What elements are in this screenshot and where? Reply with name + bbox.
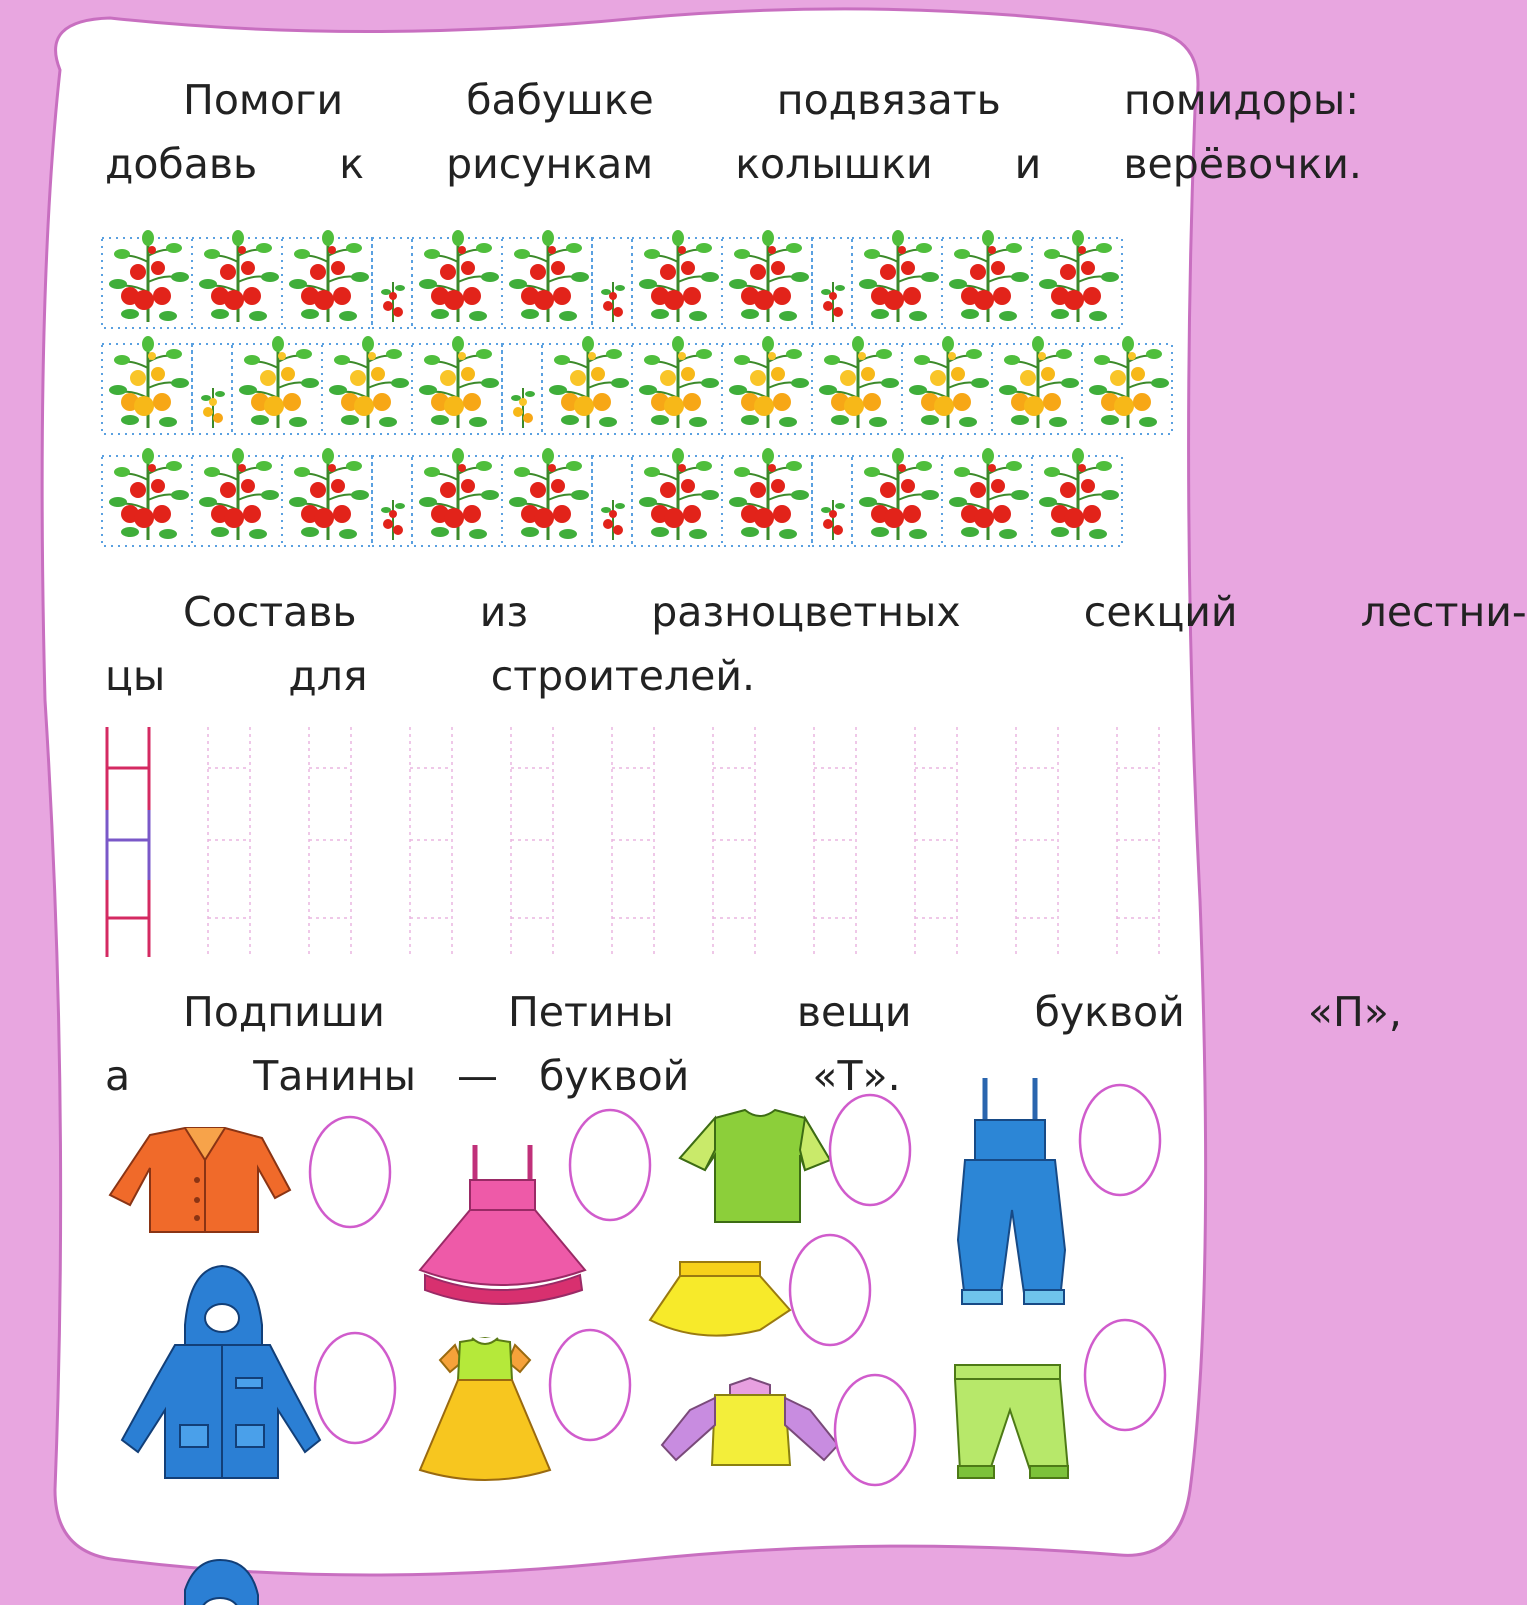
task3-line1: Подпиши Петины вещи буквой «П», [183,988,1402,1036]
answer-oval[interactable] [835,1375,915,1485]
answer-oval[interactable] [310,1117,390,1227]
task1-line2: добавь к рисункам колышки и верёвочки. [105,140,1362,188]
answer-oval[interactable] [790,1235,870,1345]
task2-line1: Составь из разноцветных секций лестни- [183,588,1527,636]
task2-line2: цы для строителей. [105,652,756,700]
task1-line1: Помоги бабушке подвязать помидоры: [183,76,1360,124]
task3-line2: а Танины — буквой «Т». [105,1052,901,1100]
answer-oval[interactable] [570,1110,650,1220]
answer-oval[interactable] [550,1330,630,1440]
task-clothes-text [105,980,1402,1108]
task-tomatoes-text [105,68,1362,196]
answer-oval[interactable] [315,1333,395,1443]
task-ladders-text [105,580,1527,708]
answer-oval[interactable] [1085,1320,1165,1430]
answer-oval[interactable] [830,1095,910,1205]
